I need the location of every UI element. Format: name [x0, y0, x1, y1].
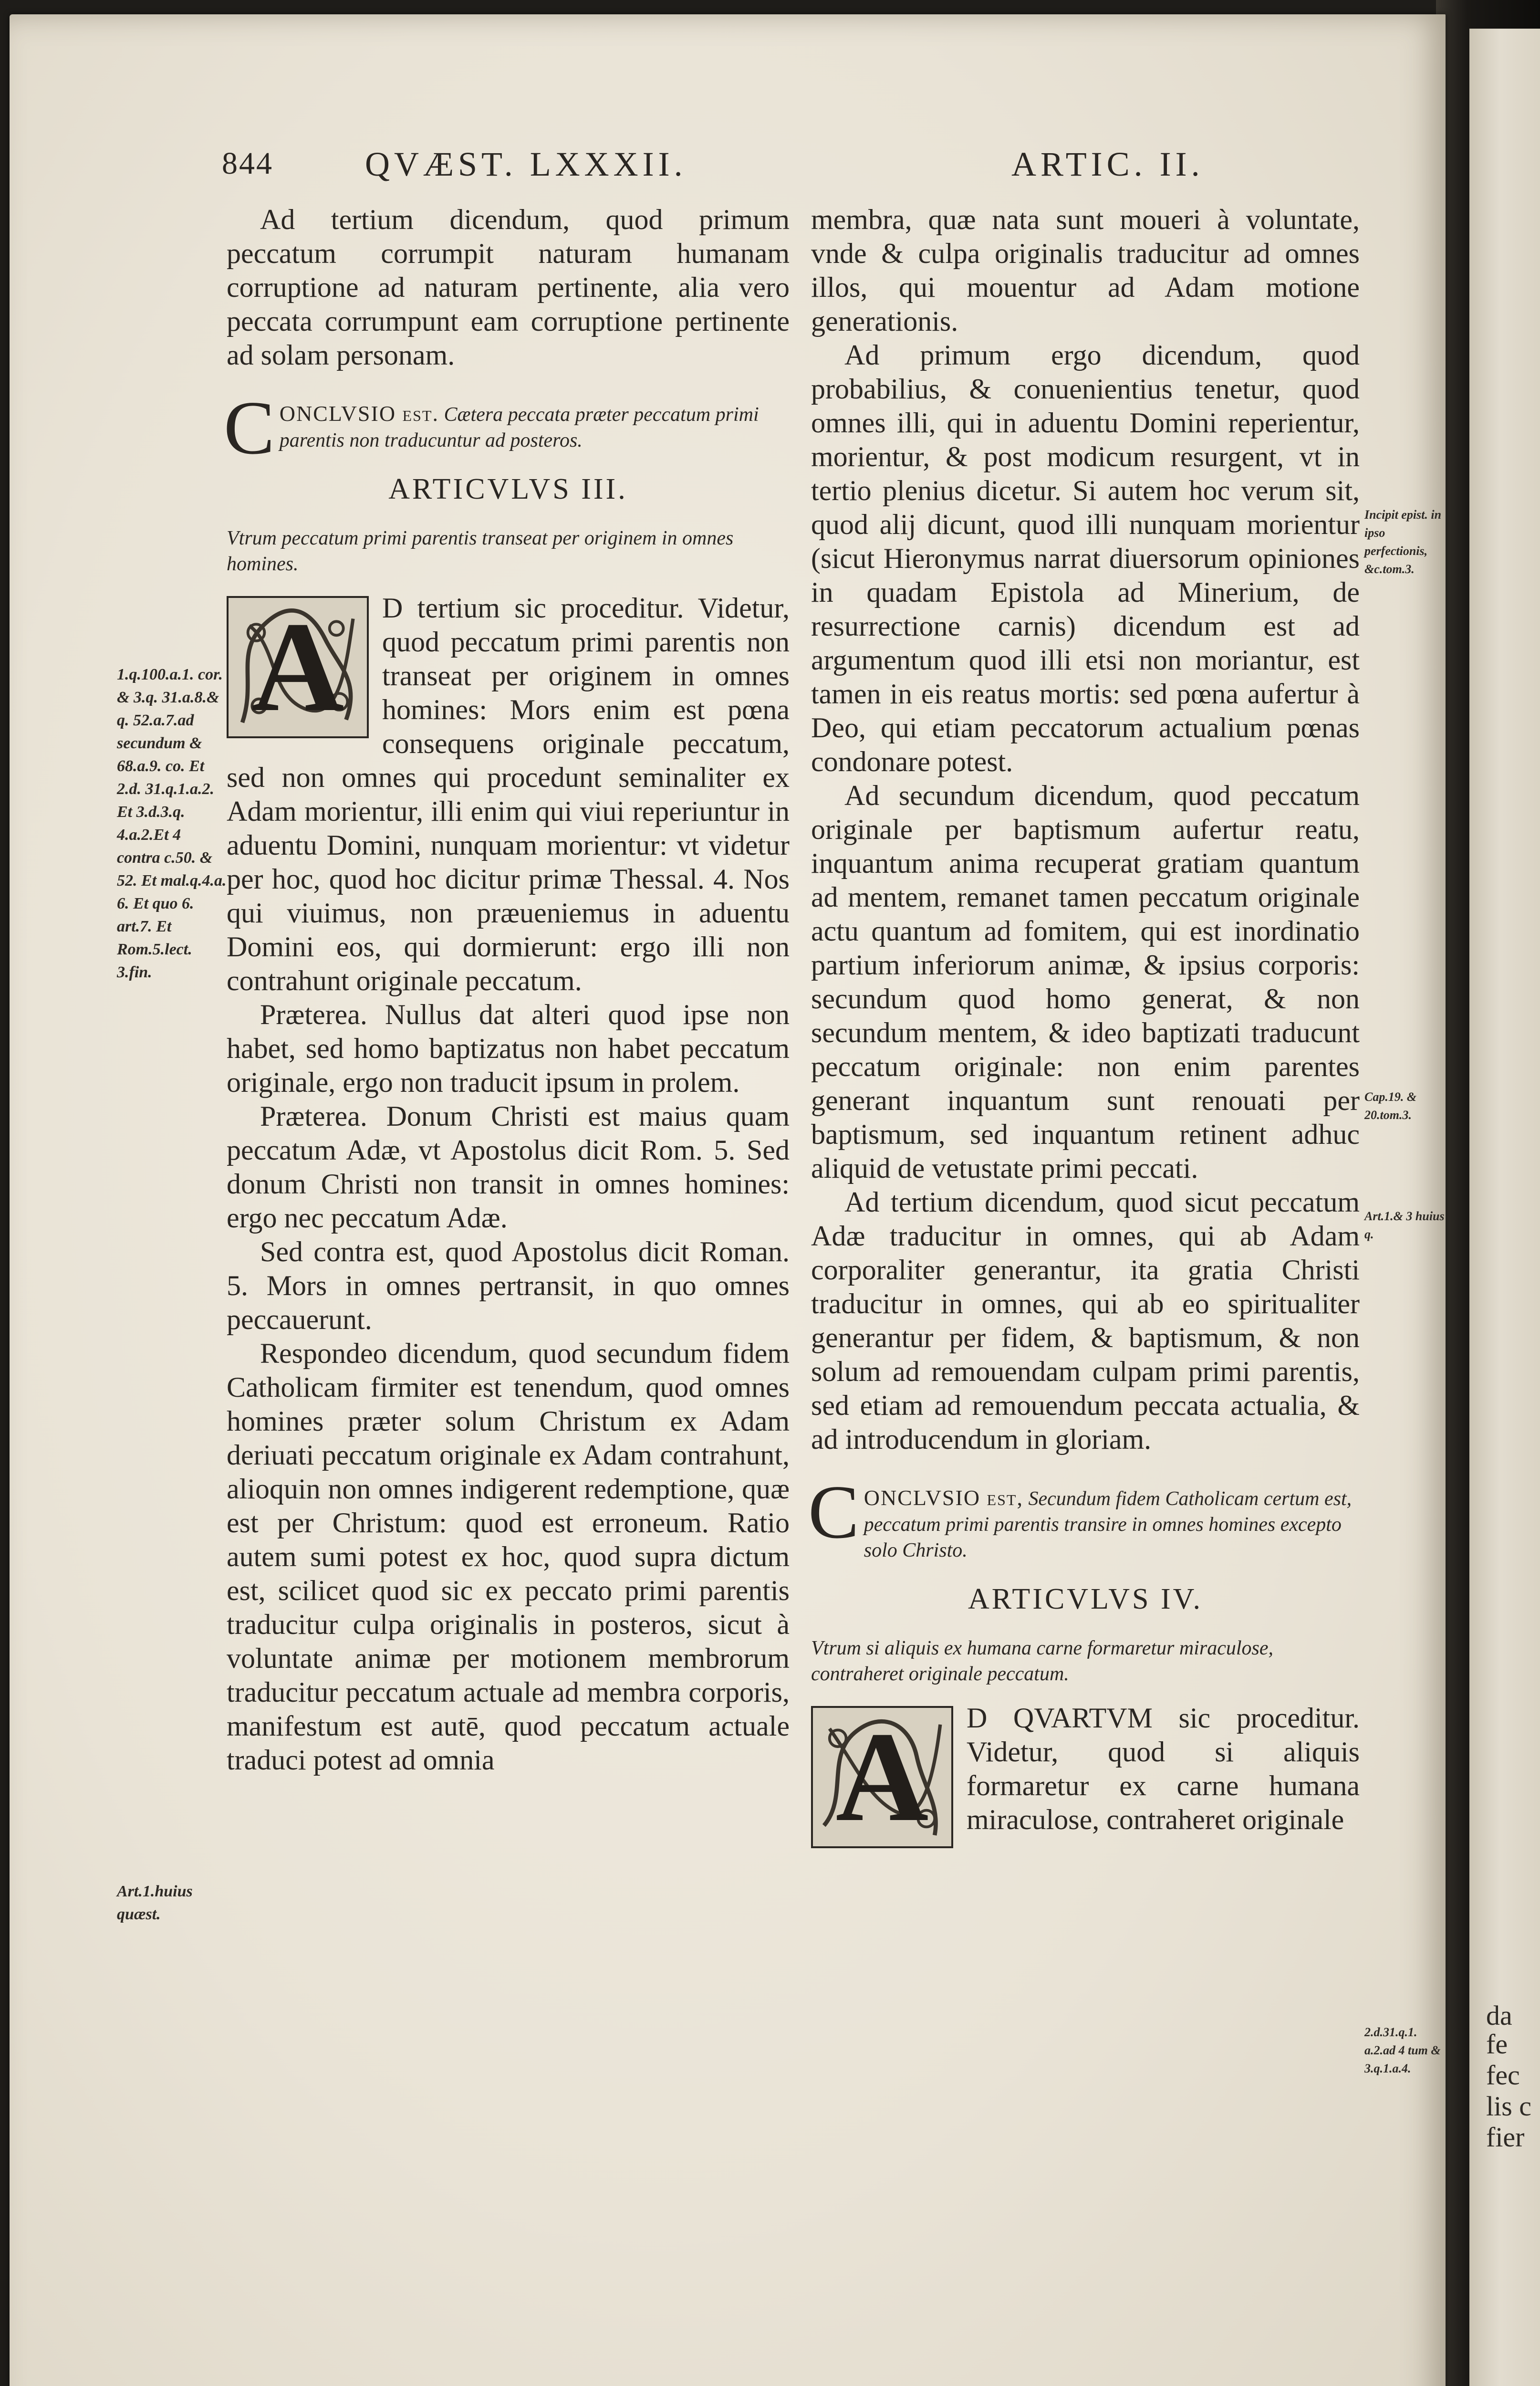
conclusio-lead: ONCLVSIO est,	[864, 1486, 1023, 1510]
conclusio-block	[224, 385, 790, 470]
margin-note: 1.q.100.a.1. cor. & 3.q. 31.a.8.& q. 52.a.7.ad secundum & 68.a.9. co. Et 2.d. 31.q.1.a.2. Et 3.d.3.q. 4.a.2.Et 4 contra c.50. & 52. Et mal.q.4.a. 6. Et quo 6. art.7. Et Rom.5.lect. 3.fin.	[117, 666, 227, 981]
next-page-fragment: da	[1486, 2000, 1512, 2031]
next-page-fragment: lis c	[1486, 2091, 1532, 2122]
decorated-initial	[227, 596, 369, 738]
paragraph-article-body: D tertium sic proceditur. Videtur, quod peccatum primi parentis non transeat per originem in omnes homines: Mors enim est pœna consequens originale peccatum, sed non omnes qui procedunt seminaliter ex Adam morientur, illi enim qui viui reperiuntur in aduentu Domini, nunquam morientur: vt videtur per hoc, quod hoc dicitur primæ Thessal. 4. Nos qui viuimus, non præueniemus in aduentu Domini eos, qui dormierunt: ergo illi non contrahunt originale peccatum.	[227, 592, 790, 996]
paragraph-ad-tertium: Ad tertium dicendum, quod sicut peccatum Adæ traducitur in omnes, qui ab Adam corporaliter generantur, ita gratia Christi traducitur in omnes, qui ab eo spiritualiter generantur per fidem, & baptismum, & non solum ad remouendam culpam primi parentis, sed etiam ad remouendum peccata actualia, & ad introducendum in gloriam.	[811, 1186, 1360, 1455]
page-number: 844	[222, 146, 273, 181]
paragraph-praeterea-2: Præterea. Donum Christi est maius quam peccatum Adæ, vt Apostolus dicit Rom. 5. Sed donum Christi non transit in omnes homines: ergo nec peccatum Adæ.	[227, 1100, 790, 1234]
article-question: Vtrum si aliquis ex humana carne formaretur miraculose, contraheret originale peccatum.	[811, 1637, 1274, 1685]
paragraph-continuation: membra, quæ nata sunt moueri à voluntate, vnde & culpa originalis traducitur ad omnes illos, qui mouentur ad Adam motione generationis.	[811, 204, 1360, 337]
margin-note: Cap.19. & 20.tom.3.	[1364, 1090, 1417, 1122]
initial-letter: A	[251, 596, 344, 738]
right-column	[808, 203, 1360, 1851]
paragraph-ad-secundum: Ad secundum dicendum, quod peccatum originale per baptismum aufertur reatu, inquantum anima recuperat gratiam quantum ad mentem, remanet tamen peccatum originale actu quantum ad fomitem, qui est inordinatio partium inferiorum animæ, & ipsius corporis: secundum quod homo generat, & non secundum mentem, & ideo baptizati traducunt peccatum originale: non enim parentes generant inquantum sunt renouati per baptismum, sed inquantum retinent adhuc aliquid de vetustate primi peccati.	[811, 780, 1360, 1184]
article-body-start	[811, 1701, 1360, 1851]
running-head-articulus: ARTIC. II.	[1011, 145, 1204, 183]
next-page-fragment: fec	[1486, 2060, 1520, 2091]
conclusio-text: Cætera peccata præter peccatum primi parentis non traducuntur ad posteros.	[279, 404, 759, 451]
margin-note: Art.1.huius quæst.	[117, 1883, 193, 1923]
running-head-quaestio: QVÆST. LXXXII.	[365, 145, 687, 183]
article-question: Vtrum peccatum primi parentis transeat per originem in omnes homines.	[227, 527, 734, 575]
running-head	[10, 136, 1446, 193]
article-heading: ARTICVLVS IV.	[968, 1583, 1203, 1615]
conclusio-text: Secundum fidem Catholicam certum est, peccatum primi parentis transire in omnes homines excepto solo Christo.	[864, 1488, 1352, 1561]
initial-letter: A	[835, 1706, 929, 1848]
paragraph-ad-primum: Ad primum ergo dicendum, quod probabilius, & conuenientius tenetur, quod omnes illi, qui in aduentu Domini reperientur, morientur, & post modicum resurgent, vt in tertio plenius dicetur. Si autem hoc verum sit, quod alij dicunt, quod illi nunquam morientur (sicut Hieronymus narrat diuersorum opiniones in quadam Epistola ad Minerium, de resurrectione carnis) dicendum est ad argumentum quod illi etsi non moriantur, est tamen in eis reatus mortis: sed pœna aufertur à Deo, qui etiam peccatorum actualium pœnas condonare potest.	[811, 339, 1360, 777]
left-column	[224, 203, 790, 1777]
paragraph-respondeo: Respondeo dicendum, quod secundum fidem Catholicam firmiter est tenendum, quod omnes homines præter solum Christum ex Adam deriuati peccatum originale ex Adam contrahunt, alioquin non omnes indigerent redemptione, quæ est per Christum: quod est erroneum. Ratio autem sumi potest ex hoc, quod supra dictum est, scilicet quod sic ex peccato primi parentis traducitur culpa originalis in posteros, sicut à voluntate animæ per motionem membrorum traducitur peccatum actuale ad membra corporis, manifestum est autē, quod peccatum actuale traduci potest ad omnia	[227, 1338, 790, 1776]
paragraph-praeterea-1: Præterea. Nullus dat alteri quod ipse non habet, sed homo baptizatus non habet peccatum originale, ergo non traducit ipsum in prolem.	[227, 999, 790, 1098]
decorated-initial	[811, 1706, 953, 1848]
next-page-edge	[1469, 29, 1540, 2386]
paragraph-ad-tertium: Ad tertium dicendum, quod primum peccatum corrumpit naturam humanam corruptione ad naturam pertinente, alia vero peccata corrumpunt eam corruptione pertinente ad solam personam.	[227, 204, 790, 371]
margin-note: Art.1.& 3 huius q.	[1364, 1209, 1445, 1241]
paragraph-sed-contra: Sed contra est, quod Apostolus dicit Roman. 5. Mors in omnes pertransit, in quo omnes peccauerunt.	[227, 1236, 790, 1335]
next-page-fragment: fier	[1486, 2122, 1525, 2153]
paragraph-article-body: D QVARTVM sic proceditur. Videtur, quod si aliquis formaretur ex carne humana miraculose, contraheret originale	[967, 1702, 1360, 1835]
margin-note: Incipit epist. in ipso perfectionis, &c.tom.3.	[1364, 508, 1442, 576]
conclusio-block	[808, 1469, 1360, 1563]
conclusio-lead: ONCLVSIO est.	[279, 401, 439, 426]
article-heading: ARTICVLVS III.	[388, 473, 628, 505]
margin-note: 2.d.31.q.1. a.2.ad 4 tum & 3.q.1.a.4.	[1364, 2025, 1441, 2075]
next-page-fragment: fe	[1486, 2029, 1508, 2060]
conclusio-initial: C	[224, 385, 275, 470]
book-page	[10, 14, 1446, 2386]
article-body-start	[227, 591, 790, 998]
conclusio-initial: C	[808, 1469, 859, 1554]
